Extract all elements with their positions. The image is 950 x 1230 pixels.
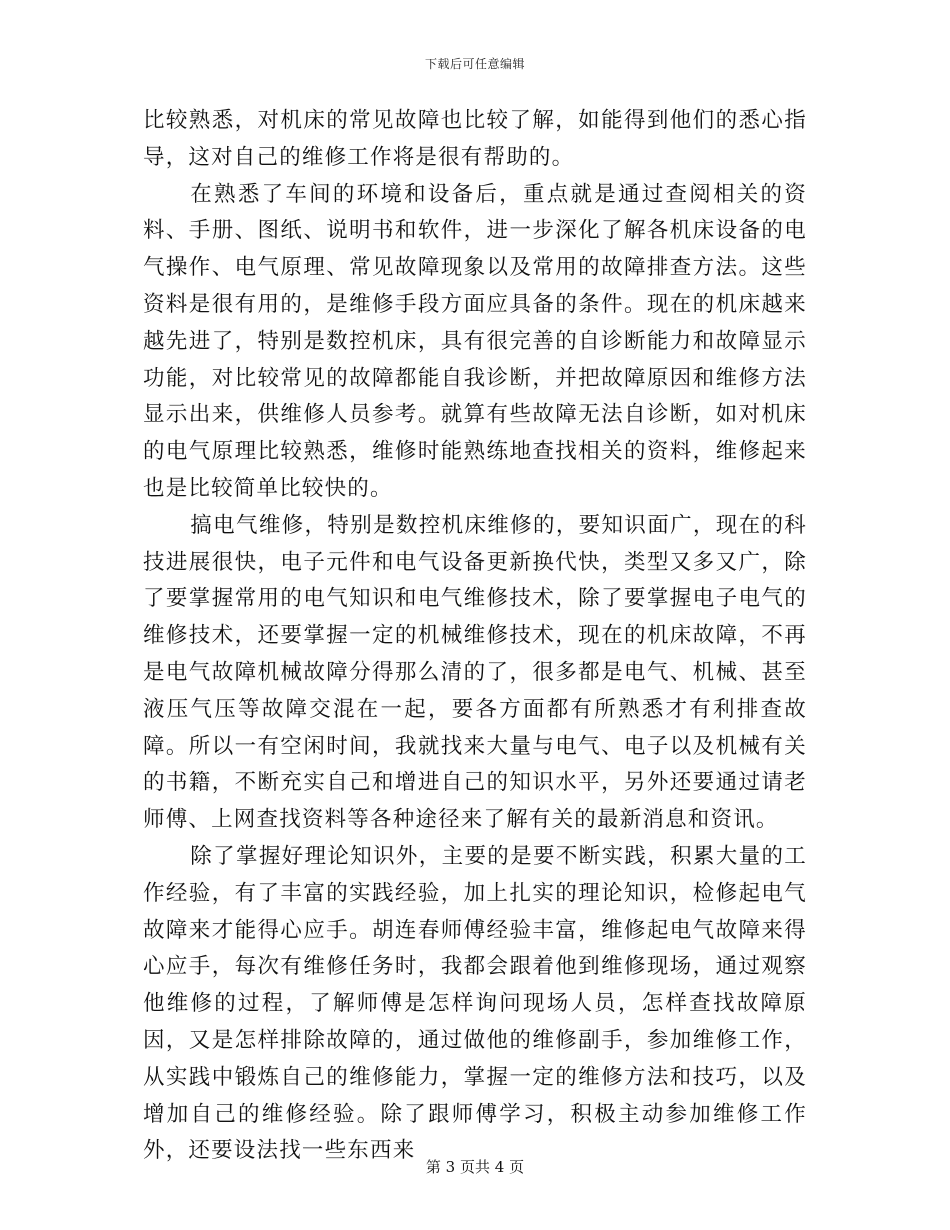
page-footer: 第 3 页共 4 页: [425, 1158, 525, 1176]
paragraph-2: 在熟悉了车间的环境和设备后，重点就是通过查阅相关的资料、手册、图纸、说明书和软件，进一步深化了解各机床设备的电气操作、电气原理、常见故障现象以及常用的故障排查方法。这些资料是很有用的，是维修手段方面应具备的条件。现在的机床越来越先进了，特别是数控机床，具有很完善的自诊断能力和故障显示功能，对比较常见的故障都能自我诊断，并把故障原因和维修方法显示出来，供维修人员参考。就算有些故障无法自诊断，如对机床的电气原理比较熟悉，维修时能熟练地查找相关的资料，维修起来也是比较简单比较快的。: [143, 181, 807, 501]
paragraph-1: 比较熟悉，对机床的常见故障也比较了解，如能得到他们的悉心指导，这对自己的维修工作将是很有帮助的。: [143, 108, 807, 170]
paragraph-3: 搞电气维修，特别是数控机床维修的，要知识面广，现在的科技进展很快，电子元件和电气设备更新换代快，类型又多又广，除了要掌握常用的电气知识和电气维修技术，除了要掌握电子电气的维修技术，还要掌握一定的机械维修技术，现在的机床故障，不再是电气故障机械故障分得那么清的了，很多都是电气、机械、甚至液压气压等故障交混在一起，要各方面都有所熟悉才有利排查故障。所以一有空闲时间，我就找来大量与电气、电子以及机械有关的书籍，不断充实自己和增进自己的知识水平，另外还要通过请老师傅、上网查找资料等各种途径来了解有关的最新消息和资讯。: [143, 512, 807, 833]
page-header: 下载后可任意编辑: [424, 57, 525, 71]
paragraph-4: 除了掌握好理论知识外，主要的是要不断实践，积累大量的工作经验，有了丰富的实践经验，加上扎实的理论知识，检修起电气故障来才能得心应手。胡连春师傅经验丰富，维修起电气故障来得心应手，每次有维修任务时，我都会跟着他到维修现场，通过观察他维修的过程，了解师傅是怎样询问现场人员，怎样查找故障原因，又是怎样排除故障的，通过做他的维修副手，参加维修工作，从实践中锻炼自己的维修能力，掌握一定的维修方法和技巧，以及增加自己的维修经验。除了跟师傅学习，积极主动参加维修工作外，还要设法找一些东西来: [143, 843, 807, 1164]
document-body: [143, 103, 807, 1170]
